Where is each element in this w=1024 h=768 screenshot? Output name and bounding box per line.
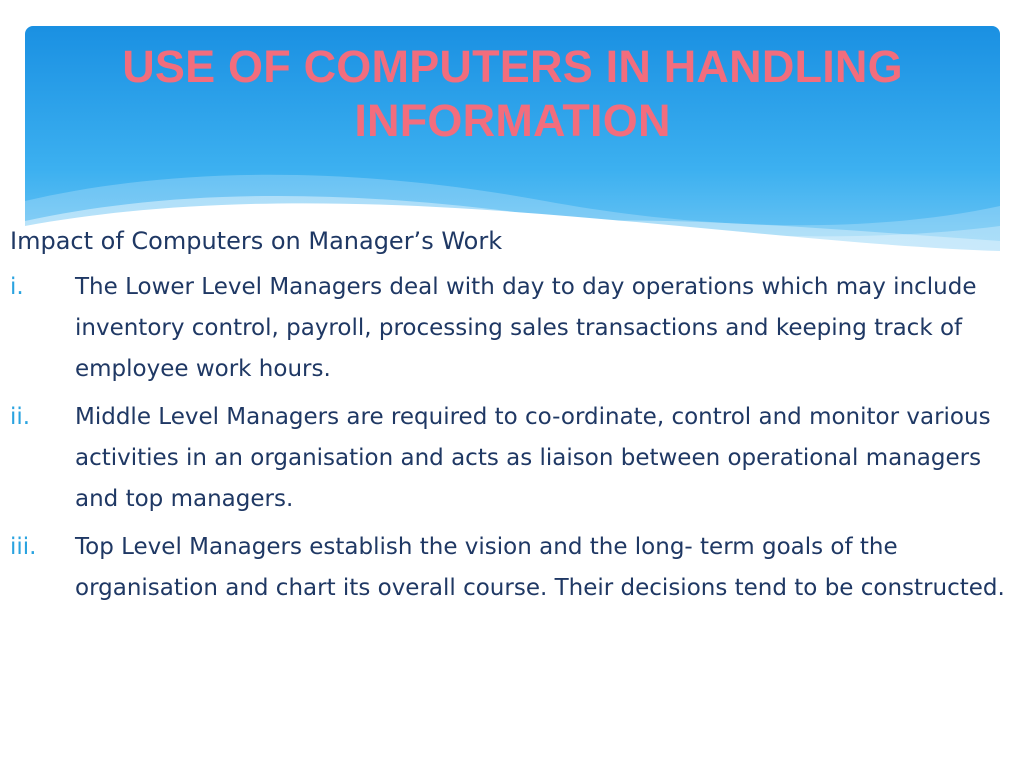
list-item-text: Top Level Managers establish the vision and the long- term goals of the organisation and chart its overall course. Their decisions tend to be constructed.: [75, 534, 1005, 601]
list-item-marker: i.: [10, 274, 24, 300]
slide-body: [10, 222, 1010, 609]
list-item-marker: ii.: [10, 404, 31, 430]
list-item-text: The Lower Level Managers deal with day to day operations which may include inventory control, payroll, processing sales transactions and keeping track of employee work hours.: [75, 274, 977, 382]
list-item-text: Middle Level Managers are required to co-ordinate, control and monitor various activities in an organisation and acts as liaison between operational managers and top managers.: [75, 404, 991, 512]
list-item: [10, 397, 1010, 520]
slide-title: USE OF COMPUTERS IN HANDLING INFORMATION: [122, 41, 903, 146]
list-item: [10, 267, 1010, 390]
list-item-marker: iii.: [10, 534, 37, 560]
list-item: [10, 527, 1010, 609]
subheading: Impact of Computers on Manager’s Work: [10, 227, 503, 255]
